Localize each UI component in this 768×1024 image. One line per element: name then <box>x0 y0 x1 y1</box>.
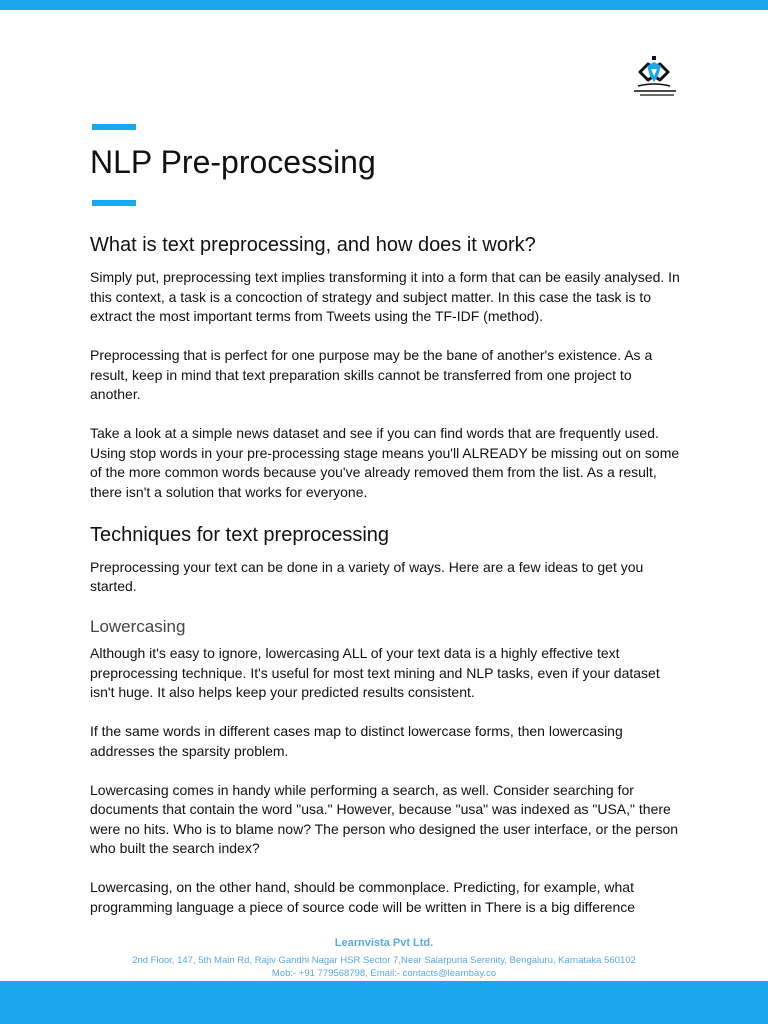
bottom-accent-bar <box>0 981 768 1024</box>
paragraph: Lowercasing, on the other hand, should be commonplace. Predicting, for example, what programming language a piece of source code will be written in There is a big difference <box>90 879 636 915</box>
footer-address: 2nd Floor, 147, 5th Main Rd, Rajiv Gandhi Nagar HSR Sector 7,Near Salarpuria Serenity, Bengaluru, Karnataka 560102 <box>132 955 636 966</box>
footer-contact: Mob:- +91 779568798, Email:- contacts@learnbay.co <box>271 968 497 979</box>
paragraph: Preprocessing your text can be done in a variety of ways. Here are a few ideas to get you started. <box>90 558 644 594</box>
paragraph: Preprocessing that is perfect for one purpose may be the bane of another's existence. As a result, keep in mind that text preparation skills cannot be transferred from one project to another. <box>90 347 653 402</box>
section-heading: What is text preprocessing, and how does it work? <box>90 234 536 256</box>
top-accent-bar <box>0 0 768 10</box>
section-heading: Techniques for text preprocessing <box>90 523 390 546</box>
title-accent-top <box>92 124 136 130</box>
paragraph: If the same words in different cases map to distinct lowercase forms, then lowercasing addresses the sparsity problem. <box>90 723 623 759</box>
paragraph: Simply put, preprocessing text implies transforming it into a form that can be easily analysed. In this context, a task is a concoction of strategy and subject matter. In this case the task is to extract the most important terms from Tweets using the TF-IDF (method). <box>90 269 680 324</box>
paragraph: Lowercasing comes in handy while performing a search, as well. Consider searching for documents that contain the word "usa." However, because "usa" was indexed as "USA," there were no hits. Who is to blame now? The person who designed the user interface, or the person who built the search index? <box>90 781 679 856</box>
document-title: NLP Pre-processing <box>90 144 376 180</box>
document-body <box>90 232 680 937</box>
paragraph: Although it's easy to ignore, lowercasing ALL of your text data is a highly effective text preprocessing technique. It's useful for most text mining and NLP tasks, even if your dataset isn't huge. It also helps keep your predicted results consistent. <box>90 645 660 700</box>
footer-company: Learnvista Pvt Ltd. <box>334 937 434 949</box>
company-logo-icon <box>630 52 678 98</box>
paragraph: Take a look at a simple news dataset and see if you can find words that are frequently used. Using stop words in your pre-processing stage means you'll ALREADY be missing out on some of the more common words because you've already removed them from the list. As a result, there isn't a solution that works for everyone. <box>90 425 680 500</box>
title-accent-bottom <box>92 200 136 206</box>
subsection-heading: Lowercasing <box>90 617 186 636</box>
